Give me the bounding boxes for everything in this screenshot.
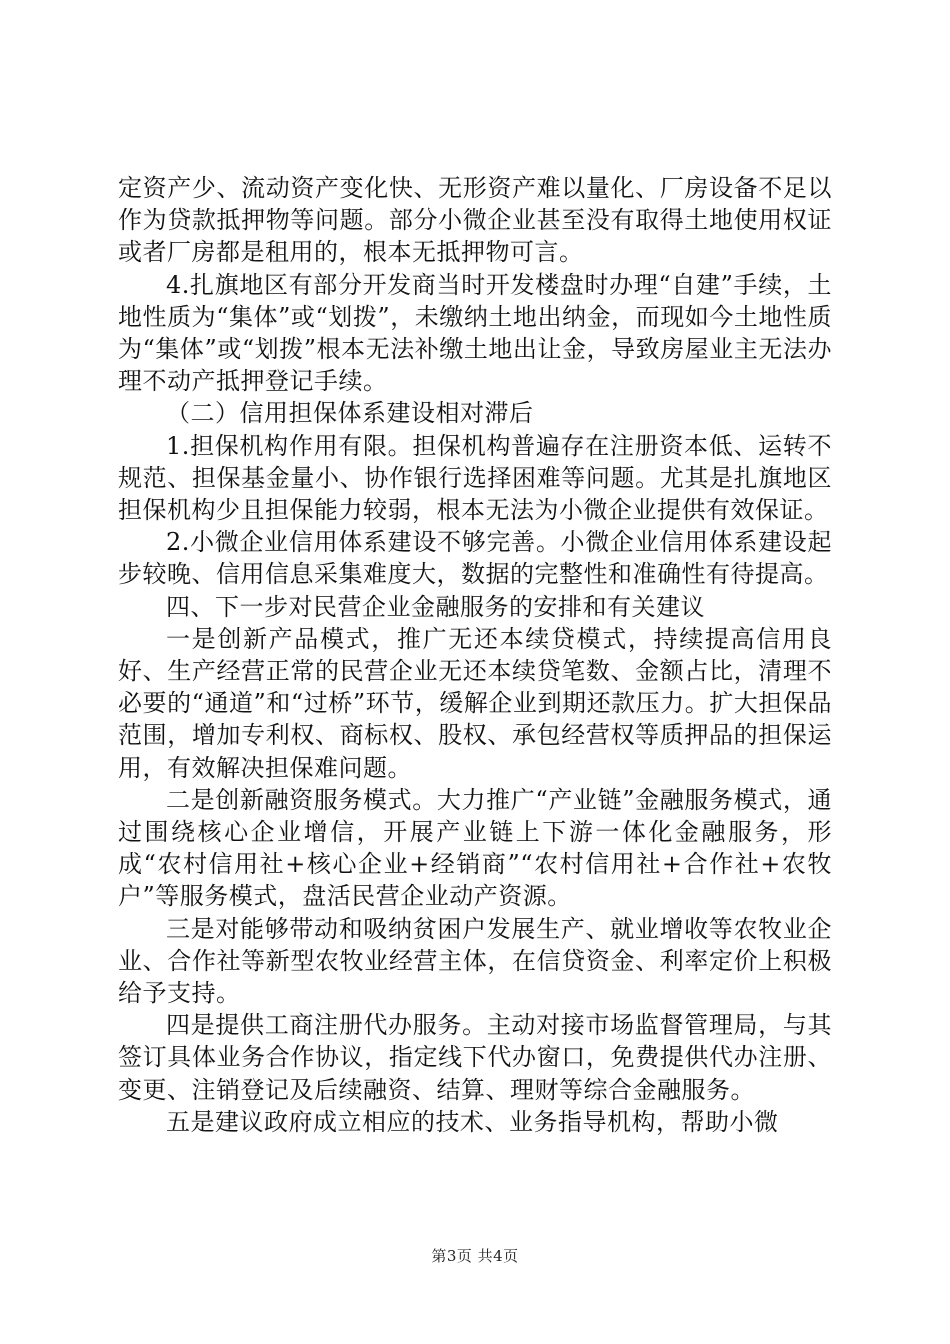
paragraph-suggestion-2-financing-model: 二是创新融资服务模式。大力推广“产业链”金融服务模式，通过围绕核心企业增信，开展产业链上下游一体化金融服务，形成“农村信用社+核心企业+经销商”“农村信用社+合作社+农牧户”等服务模式，盘活民营企业动产资源。 bbox=[118, 785, 832, 911]
section-heading-credit-guarantee: （二）信用担保体系建设相对滞后 bbox=[166, 399, 534, 428]
document-body bbox=[118, 172, 832, 1138]
page-footer: 第3页 共4页 bbox=[431, 1247, 519, 1265]
paragraph-suggestion-1-product-model: 一是创新产品模式，推广无还本续贷模式，持续提高信用良好、生产经营正常的民营企业无还本续贷笔数、金额占比，清理不必要的“通道”和“过桥”环节，缓解企业到期还款压力。扩大担保品范围，增加专利权、商标权、股权、承包经营权等质押品的担保运用，有效解决担保难问题。 bbox=[118, 624, 832, 782]
paragraph-point-4-land-nature: 4.扎旗地区有部分开发商当时开发楼盘时办理“自建”手续，土地性质为“集体”或“划拨”，未缴纳土地出纳金，而现如今土地性质为“集体”或“划拨”根本无法补缴土地出让金，导致房屋业主无法办理不动产抵押登记手续。 bbox=[118, 270, 832, 396]
paragraph-suggestion-4-registration-service: 四是提供工商注册代办服务。主动对接市场监督管理局，与其签订具体业务合作协议，指定线下代办窗口，免费提供代办注册、变更、注销登记及后续融资、结算、理财等综合金融服务。 bbox=[118, 1011, 832, 1104]
paragraph-point-1-guarantee-agencies: 1.担保机构作用有限。担保机构普遍存在注册资本低、运转不规范、担保基金量小、协作银行选择困难等问题。尤其是扎旗地区担保机构少且担保能力较弱，根本无法为小微企业提供有效保证。 bbox=[118, 431, 832, 525]
section-heading-next-steps: 四、下一步对民营企业金融服务的安排和有关建议 bbox=[166, 592, 705, 621]
paragraph-continued-asset-issues: 定资产少、流动资产变化快、无形资产难以量化、厂房设备不足以作为贷款抵押物等问题。部分小微企业甚至没有取得土地使用权证或者厂房都是租用的，根本无抵押物可言。 bbox=[118, 174, 832, 267]
paragraph-suggestion-5-government-guidance: 五是建议政府成立相应的技术、业务指导机构，帮助小微 bbox=[166, 1107, 779, 1136]
paragraph-suggestion-3-poverty-support: 三是对能够带动和吸纳贫困户发展生产、就业增收等农牧业企业、合作社等新型农牧业经营主体，在信贷资金、利率定价上积极给予支持。 bbox=[118, 914, 832, 1008]
paragraph-point-2-credit-system: 2.小微企业信用体系建设不够完善。小微企业信用体系建设起步较晚、信用信息采集难度大，数据的完整性和准确性有待提高。 bbox=[118, 528, 832, 589]
